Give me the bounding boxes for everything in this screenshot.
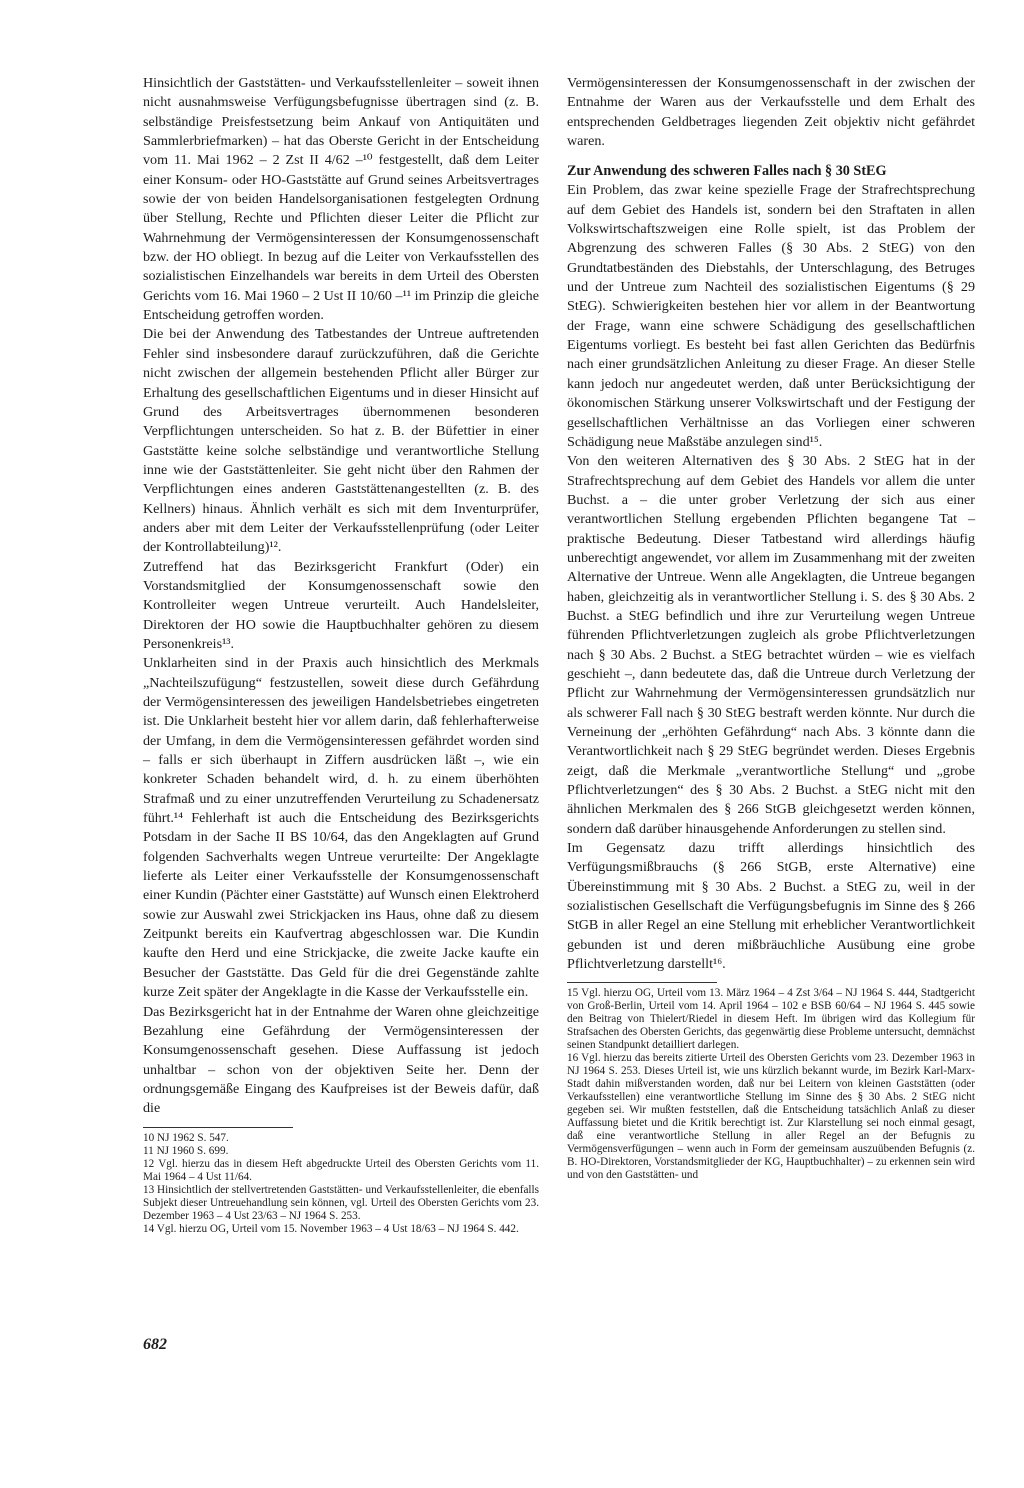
- footnote: 10 NJ 1962 S. 547.: [143, 1131, 229, 1144]
- footnote: 16 Vgl. hierzu das bereits zitierte Urteil des Obersten Gerichts vom 23. Dezember 1963 in NJ 1964 S. 253. Dieses Urteil ist, wie uns kürzlich bekannt wurde, im Bezirk Karl-Marx-Stadt dahin mißverstanden worden, daß nur bei Leitern von kleinen Gaststätten (oder Verkaufsstellen) eine verantwortliche Stellung im Sinne des § 30 Abs. 2 StEG nicht gegeben sei. Wir mußten feststellen, daß die Entscheidung tatsächlich Anlaß zu dieser Auffassung bietet und die Kritik berechtigt ist. Zur Klarstellung sei noch einmal gesagt, daß eine verantwortliche Stellung in aller Regel an der Befugnis zu Vermögensverfügungen – wenn auch in Form der gemeinsam auszuübenden Befugnis (z. B. HO-Direktoren, Vorstandsmitglieder der KG, Hauptbuchhalter) – zu erkennen sein wird und von den Gaststätten- und: [567, 1052, 975, 1182]
- section-heading: Zur Anwendung des schweren Falles nach § 30 StEG: [567, 163, 887, 180]
- left-column: [143, 74, 539, 1236]
- footnote-divider: [143, 1127, 293, 1128]
- footnote: 15 Vgl. hierzu OG, Urteil vom 13. März 1964 – 4 Zst 3/64 – NJ 1964 S. 444, Stadtgericht von Groß-Berlin, Urteil vom 14. April 1964 – 102 e BSB 60/64 – NJ 1964 S. 445 sowie den Beitrag von Thielert/Riedel in diesem Heft. Im übrigen wird das Kollegium für Strafsachen des Obersten Gerichts, das gegenwärtig diese Probleme untersucht, demnächst seinen Standpunkt detailliert darlegen.: [567, 987, 975, 1052]
- page-number: 682: [143, 1336, 167, 1353]
- body-paragraph: Ein Problem, das zwar keine spezielle Frage der Strafrechtsprechung auf dem Gebiet des Handels ist, sondern bei den Straftaten in allen Volkswirtschaftszweigen eine Rolle spielt, ist das Problem der Abgrenzung des schweren Falles (§ 30 Abs. 2 StEG) von den Grundtatbeständen des Diebstahls, der Unterschlagung, des Betruges und der Untreue zum Nachteil des sozialistischen Eigentums (§ 29 StEG). Schwierigkeiten bestehen hier vor allem in der Beantwortung der Frage, wann eine schwere Schädigung des gesellschaftlichen Eigentums vorliegt. Es besteht bei fast allen Gerichten das Bedürfnis nach einer grundsätzlichen Anleitung zu dieser Frage. An dieser Stelle kann jedoch nur angedeutet werden, daß unter Berücksichtigung der ökonomischen Stärkung unserer Volkswirtschaft und der Festigung der gesellschaftlichen Verhältnisse an das Vorliegen einer schweren Schädigung neue Maßstäbe anzulegen sind¹⁵.: [567, 182, 975, 450]
- body-paragraph: Zutreffend hat das Bezirksgericht Frankfurt (Oder) ein Vorstandsmitglied der Konsumgenossenschaft sowie den Kontrolleiter wegen Untreue verurteilt. Auch Handelsleiter, Direktoren der HO sowie die Hauptbuchhalter gehören zu diesem Personenkreis¹³.: [143, 558, 539, 652]
- body-paragraph: Von den weiteren Alternativen des § 30 Abs. 2 StEG hat in der Strafrechtsprechung auf dem Gebiet des Handels vor allem die unter Buchst. a – die unter grober Verletzung der sich aus einer verantwortlichen Stellung ergebenden Pflichten begangene Tat – praktische Bedeutung. Dieser Tatbestand wird allerdings häufig unberechtigt angewendet, vor allem im Zusammenhang mit der zweiten Alternative der Untreue. Wenn alle Angeklagten, die Untreue begangen haben, gleichzeitig als in verantwortlicher Stellung i. S. des § 30 Abs. 2 Buchst. a StEG befindlich und ihre zur Verurteilung wegen Untreue führenden Pflichtverletzungen zugleich als grobe Pflichtverletzungen nach § 30 Abs. 2 Buchst. a StEG betrachtet würden – wie es vielfach geschieht –, dann bedeutete das, daß die Untreue durch Verletzung der Pflicht zur Wahrnehmung der Vermögensinteressen grundsätzlich nur als schwerer Fall nach § 30 StEG bestraft werden könnte. Nur durch die Verneinung der „erhöhten Gefährdung“ nach Abs. 3 könnte dann die Verantwortlichkeit nach § 29 StEG begründet werden. Dieses Ergebnis zeigt, daß die Merkmale „verantwortliche Stellung“ und „grobe Pflichtverletzungen“ des § 30 Abs. 2 Buchst. a StEG nicht mit den ähnlichen Merkmalen des § 266 StGB gleichgesetzt werden können, sondern daß darüber hinausgehende Anforderungen zu stellen sind.: [567, 453, 975, 837]
- footnote: 11 NJ 1960 S. 699.: [143, 1144, 229, 1157]
- footnote: 12 Vgl. hierzu das in diesem Heft abgedruckte Urteil des Obersten Gerichts vom 11. Mai 1964 – 4 Ust 11/64.: [143, 1157, 539, 1183]
- right-column: [567, 74, 975, 1182]
- footnote-divider: [567, 982, 717, 983]
- body-paragraph: Die bei der Anwendung des Tatbestandes der Untreue auftretenden Fehler sind insbesondere darauf zurückzuführen, daß die Gerichte nicht zwischen der allgemein bestehenden Pflicht aller Bürger zur Erhaltung des gesellschaftlichen Eigentums und in dieser Hinsicht auf Grund des Arbeitsvertrages übernommenen besonderen Verpflichtungen unterscheiden. So hat z. B. der Büfettier in einer Gaststätte keine solche selbständige und verantwortliche Stellung inne wie der Gaststättenleiter. Sie geht nicht über den Rahmen der Verpflichtungen eines anderen Gaststättenangestellten (z. B. des Kellners) hinaus. Ähnlich verhält es sich mit dem Inventurprüfer, anders aber mit dem Leiter der Verkaufsstellenprüfung (oder Leiter der Kontrollabteilung)¹².: [143, 326, 539, 556]
- footnote: 13 Hinsichtlich der stellvertretenden Gaststätten- und Verkaufsstellenleiter, die ebenfalls Subjekt dieser Untreuehandlung sein können, vgl. Urteil des Obersten Gerichts vom 23. Dezember 1963 – 4 Ust 23/63 – NJ 1964 S. 253.: [143, 1183, 539, 1222]
- body-paragraph: Im Gegensatz dazu trifft allerdings hinsichtlich des Verfügungsmißbrauchs (§ 266 StGB, erste Alternative) eine Übereinstimmung mit § 30 Abs. 2 Buchst. a StEG zu, weil in der sozialistischen Gesellschaft die Verfügungsbefugnis im Sinne des § 266 StGB in aller Regel an eine Stellung mit erheblicher Verantwortlichkeit gebunden ist und deren mißbräuchliche Ausübung eine grobe Pflichtverletzung darstellt¹⁶.: [567, 840, 975, 973]
- body-paragraph: Unklarheiten sind in der Praxis auch hinsichtlich des Merkmals „Nachteilszufügung“ festzustellen, soweit diese durch Gefährdung der Vermögensinteressen des jeweiligen Handelsbetriebes eingetreten ist. Die Unklarheit besteht hier vor allem darin, daß fehlerhafterweise der Umfang, in dem die Vermögensinteressen gefährdet worden sind – falls er sich überhaupt in Ziffern ausdrücken läßt –, wie ein konkreter Schaden behandelt wird, d. h. zu einem überhöhten Strafmaß und zu einer unzutreffenden Verurteilung zu Schadenersatz führt.¹⁴ Fehlerhaft ist auch die Entscheidung des Bezirksgerichts Potsdam in der Sache II BS 10/64, das den Angeklagten auf Grund folgenden Sachverhalts wegen Untreue verurteilte: Der Angeklagte lieferte als Leiter einer Verkaufsstelle der Konsumgenossenschaft einer Kundin (Pächter einer Gaststätte) auf Wunsch einen Elektroherd sowie zur Auswahl zwei Strickjacken ins Haus, ohne daß zu diesem Zeitpunkt bereits ein Kaufvertrag abgeschlossen war. Die Kundin kaufte den Herd und eine Strickjacke, die zweite Jacke kaufte ein Besucher der Gaststätte. Das Geld für die drei Gegenstände zahlte kurze Zeit später der Angeklagte in die Kasse der Verkaufsstelle ein.: [143, 655, 539, 1001]
- body-paragraph: Vermögensinteressen der Konsumgenossenschaft in der zwischen der Entnahme der Waren aus der Verkaufsstelle und dem Erhalt des entsprechenden Geldbetrages liegenden Zeit objektiv nicht gefährdet waren.: [567, 75, 975, 150]
- body-paragraph: Das Bezirksgericht hat in der Entnahme der Waren ohne gleichzeitige Bezahlung eine Gefährdung der Vermögensinteressen der Konsumgenossenschaft gesehen. Diese Auffassung ist jedoch unhaltbar – schon von der objektiven Seite her. Denn der ordnungsgemäße Eingang des Kaufpreises ist der Beweis dafür, daß die: [143, 1003, 539, 1117]
- body-paragraph: Hinsichtlich der Gaststätten- und Verkaufsstellenleiter – soweit ihnen nicht ausnahmsweise Verfügungsbefugnisse übertragen sind (z. B. selbständige Preisfestsetzung beim Ankauf von Antiquitäten und Sammlerbriefmarken) – hat das Oberste Gericht in der Entscheidung vom 11. Mai 1962 – 2 Zst II 4/62 –¹⁰ festgestellt, daß dem Leiter einer Konsum- oder HO-Gaststätte auf Grund seines Arbeitsvertrages sowie der von beiden Handelsorganisationen festgelegten Ordnung über Stellung, Rechte und Pflichten dieser Leiter die Pflicht zur Wahrnehmung der Vermögensinteressen der Konsumgenossenschaft bzw. der HO obliegt. In bezug auf die Leiter von Verkaufsstellen des sozialistischen Einzelhandels war bereits in dem Urteil des Obersten Gerichts vom 16. Mai 1960 – 2 Ust II 10/60 –¹¹ im Prinzip die gleiche Entscheidung getroffen worden.: [143, 75, 539, 324]
- footnote: 14 Vgl. hierzu OG, Urteil vom 15. November 1963 – 4 Ust 18/63 – NJ 1964 S. 442.: [143, 1222, 519, 1235]
